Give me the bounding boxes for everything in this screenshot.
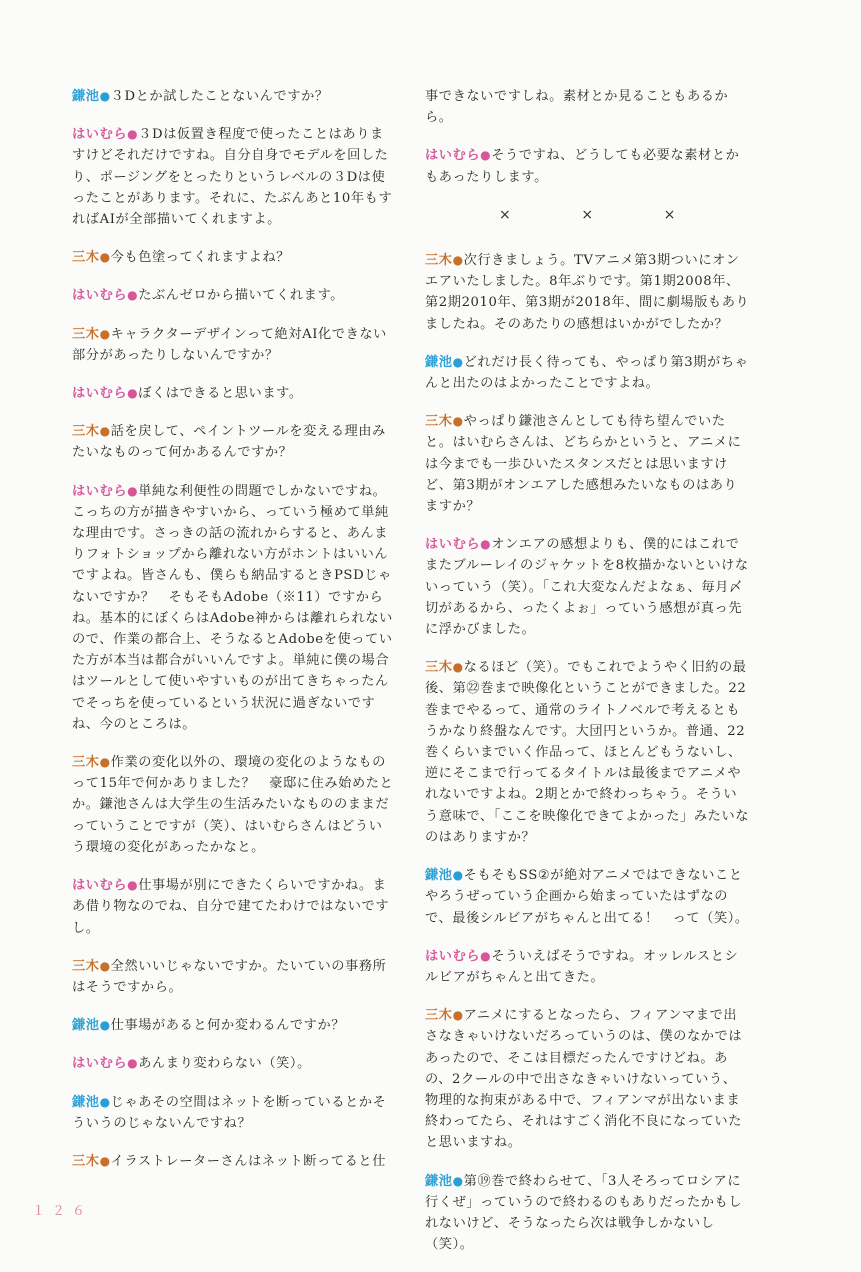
dialogue-text: ３Dとか試したことないんですか？ (110, 89, 329, 104)
speaker-name: 三木 (72, 755, 100, 771)
dialogue-entry (72, 1151, 394, 1172)
speaker-name: 鎌池 (425, 1173, 453, 1189)
dialogue-entry (425, 1171, 750, 1256)
speaker-name: はいむら (72, 288, 128, 304)
speaker-name: 三木 (425, 414, 453, 430)
dialogue-entry (72, 1053, 394, 1074)
dialogue-entry (72, 752, 394, 858)
speaker-name: 鎌池 (425, 354, 453, 370)
dialogue-entry (72, 86, 394, 107)
speaker-bullet: ● (99, 424, 111, 439)
speaker-bullet: ● (452, 660, 464, 675)
speaker-bullet: ● (99, 326, 111, 341)
speaker-name: 三木 (72, 326, 100, 342)
dialogue-text: 全然いいじゃないですか。たいていの事務所はそうですから。 (72, 958, 387, 995)
dialogue-entry (72, 875, 394, 939)
speaker-name: 鎌池 (72, 1018, 100, 1034)
speaker-name: 鎌池 (72, 1094, 100, 1110)
speaker-bullet: ● (452, 1008, 464, 1023)
speaker-name: はいむら (72, 1056, 128, 1072)
speaker-name: はいむら (72, 127, 128, 143)
speaker-bullet: ● (452, 253, 464, 268)
speaker-bullet: ● (452, 354, 464, 369)
dialogue-entry (425, 250, 750, 335)
separator-mark: × (498, 206, 512, 223)
speaker-bullet: ● (99, 1018, 111, 1033)
dialogue-entry (425, 865, 750, 929)
dialogue-text: アニメにするとなったら、フィアンマまで出さなきゃいけないだろっていうのは、僕のなかではあったので、そこは目標だったんですけどね。あの、2クールの中で出さなきゃいけないっていう、物理的な拘束がある中で、フィアンマが出ないまま終わってたら、それはすごく消化不良になっていたと思いますね。 (425, 1008, 743, 1151)
dialogue-entry (72, 481, 394, 735)
dialogue-text: そうですね、どうしても必要な素材とかもあったりします。 (425, 148, 740, 185)
right-column (425, 86, 750, 1272)
speaker-name: 三木 (72, 958, 100, 974)
speaker-bullet: ● (127, 878, 139, 893)
dialogue-entry (72, 324, 394, 366)
speaker-bullet: ● (480, 148, 492, 163)
speaker-name: 三木 (72, 424, 100, 440)
dialogue-text: たぶんゼロから描いてくれます。 (138, 288, 344, 304)
speaker-name: 三木 (72, 250, 100, 266)
speaker-name: はいむら (72, 386, 128, 402)
left-column (72, 86, 394, 1189)
separator-mark: × (663, 206, 677, 223)
speaker-name: 鎌池 (425, 868, 453, 884)
speaker-name: はいむら (72, 878, 128, 894)
dialogue-text: ぼくはできると思います。 (138, 386, 303, 402)
speaker-bullet: ● (127, 483, 139, 498)
dialogue-text: 話を戻して、ペイントツールを変える理由みたいなものって何かあるんですか？ (72, 424, 386, 461)
speaker-bullet: ● (99, 1094, 111, 1109)
speaker-bullet: ● (452, 868, 464, 883)
dialogue-text: そういえばそうですね。オッレルスとシルビアがちゃんと出てきた。 (425, 948, 739, 985)
dialogue-entry (72, 1092, 394, 1134)
dialogue-text: 第⑲巻で終わらせて、「3人そろってロシアに行くぜ」っていうので終わるのもありだったかもしれないけど、そうなったら次は戦争しかないし（笑）。 (425, 1173, 743, 1253)
dialogue-text: 仕事場があると何か変わるんですか？ (110, 1018, 346, 1034)
dialogue-entry (72, 421, 394, 463)
dialogue-text: キャラクターデザインって絶対AI化できない部分があったりしないんですか？ (72, 326, 387, 363)
speaker-bullet: ● (452, 414, 464, 429)
dialogue-text: なるほど（笑）。でもこれでようやく旧約の最後、第㉒巻まで映像化ということができました。22巻までやるって、通常のライトノベルで考えるともうかなり終盤なんです。大団円というか。普通、22巻くらいまでいく作品って、ほとんどもうないし、逆にそこまで行ってるタイトルは最後までアニメやれないですよね。2期とかで終わっちゃう。そういう意味で、「ここを映像化できてよかった」みたいなのはありますか？ (425, 660, 750, 845)
dialogue-entry (425, 411, 750, 517)
speaker-bullet: ● (480, 537, 492, 552)
dialogue-entry (425, 145, 750, 187)
speaker-bullet: ● (127, 1056, 139, 1071)
dialogue-entry (425, 1005, 750, 1153)
speaker-bullet: ● (99, 755, 111, 770)
dialogue-entry (72, 247, 394, 268)
speaker-bullet: ● (99, 250, 111, 265)
dialogue-text: 仕事場が別にできたくらいですかね。まあ借り物なのでね、自分で建てたわけではないですし。 (72, 878, 390, 936)
dialogue-text: 次行きましょう。TVアニメ第3期ついにオンエアいたしました。8年ぶりです。第1期2008年、第2期2010年、第3期が2018年、間に劇場版もありましたね。そのあたりの感想はいかがでしたか？ (425, 253, 750, 332)
dialogue-entry (72, 383, 394, 404)
dialogue-entry (425, 352, 750, 394)
speaker-bullet: ● (480, 948, 492, 963)
dialogue-text: あんまり変わらない（笑）。 (138, 1056, 311, 1072)
dialogue-entry (425, 657, 750, 848)
speaker-bullet: ● (127, 127, 139, 142)
dialogue-text: ３Dは仮置き程度で使ったことはありますけどそれだけですね。自分自身でモデルを回したり、ポージングをとったりというレベルの３Dは使ったことがあります。それに、たぶんあと10年もすればAIが全部描いてくれますよ。 (72, 127, 393, 228)
speaker-name: 鎌池 (72, 89, 100, 104)
section-separator (425, 205, 750, 226)
speaker-bullet: ● (99, 958, 111, 973)
speaker-name: はいむら (425, 948, 481, 964)
speaker-bullet: ● (99, 1153, 111, 1168)
separator-mark: × (581, 206, 594, 223)
speaker-bullet: ● (452, 1173, 464, 1188)
dialogue-entry (72, 1015, 394, 1036)
dialogue-entry (72, 124, 394, 230)
speaker-bullet: ● (99, 89, 111, 103)
dialogue-text: じゃあその空間はネットを断っているとかそういうのじゃないんですね？ (72, 1094, 387, 1131)
speaker-name: 三木 (425, 1008, 453, 1024)
speaker-bullet: ● (127, 288, 139, 303)
speaker-name: 三木 (425, 253, 453, 269)
speaker-name: はいむら (425, 148, 481, 164)
dialogue-entry (425, 946, 750, 988)
speaker-name: 三木 (72, 1153, 100, 1169)
dialogue-text: 今も色塗ってくれますよね？ (110, 250, 290, 266)
dialogue-entry (72, 956, 394, 998)
dialogue-text: 単純な利便性の問題でしかないですね。こっちの方が描きやすいから、っていう極めて単純な理由です。さっきの話の流れからすると、あんまりフォトショップから離れない方がホントはいいんですよね。皆さんも、僕らも納品するときPSDじゃないですか？ そもそもAdobe（※11）ですからね。基本的にぼくらはAdobe神からは離れられないので、作業の都合上、そうなるとAdobeを使っていた方が本当は都合がいいんですよ。単純に僕の場合はツールとして使いやすいものが出てきちゃったんでそっちを使っているという状況に過ぎないですね、今のところは。 (72, 483, 393, 732)
dialogue-text: オンエアの感想よりも、僕的にはこれでまたブルーレイのジャケットを8枚描かないといけないっていう（笑）。「これ大変なんだよなぁ、毎月〆切があるから、ったくよぉ」っていう感想が真っ先に浮かびました。 (425, 537, 749, 638)
speaker-name: はいむら (425, 537, 481, 553)
dialogue-entry (425, 534, 750, 640)
dialogue-text: イラストレーターさんはネット断ってると仕 (110, 1153, 387, 1169)
speaker-name: はいむら (72, 483, 128, 499)
dialogue-text: やっぱり鎌池さんとしても待ち望んでいたと。はいむらさんは、どちらかというと、アニメには今までも一歩ひいたスタンスだとは思いますけど、第3期がオンエアした感想みたいなものはありますか？ (425, 414, 742, 515)
dialogue-text: どれだけ長く待っても、やっぱり第3期がちゃんと出たのはよかったことですよね。 (425, 354, 749, 392)
continued-text: 事できないですしね。素材とか見ることもあるから。 (425, 89, 729, 126)
dialogue-entry (72, 285, 394, 306)
speaker-name: 三木 (425, 660, 453, 676)
page-number: １２６ (32, 1204, 93, 1219)
speaker-bullet: ● (127, 386, 139, 401)
dialogue-text: そもそもSS②が絶対アニメではできないことやろうぜっていう企画から始まっていたはずなので、最後シルビアがちゃんと出てる！ って（笑）。 (425, 868, 749, 926)
dialogue-text: 作業の変化以外の、環境の変化のようなものって15年で何かありました？ 豪邸に住み始めたとか。鎌池さんは大学生の生活みたいなもののままだっていうことですが（笑）、はいむらさんはどういう環境の変化があったかなと。 (72, 755, 394, 855)
